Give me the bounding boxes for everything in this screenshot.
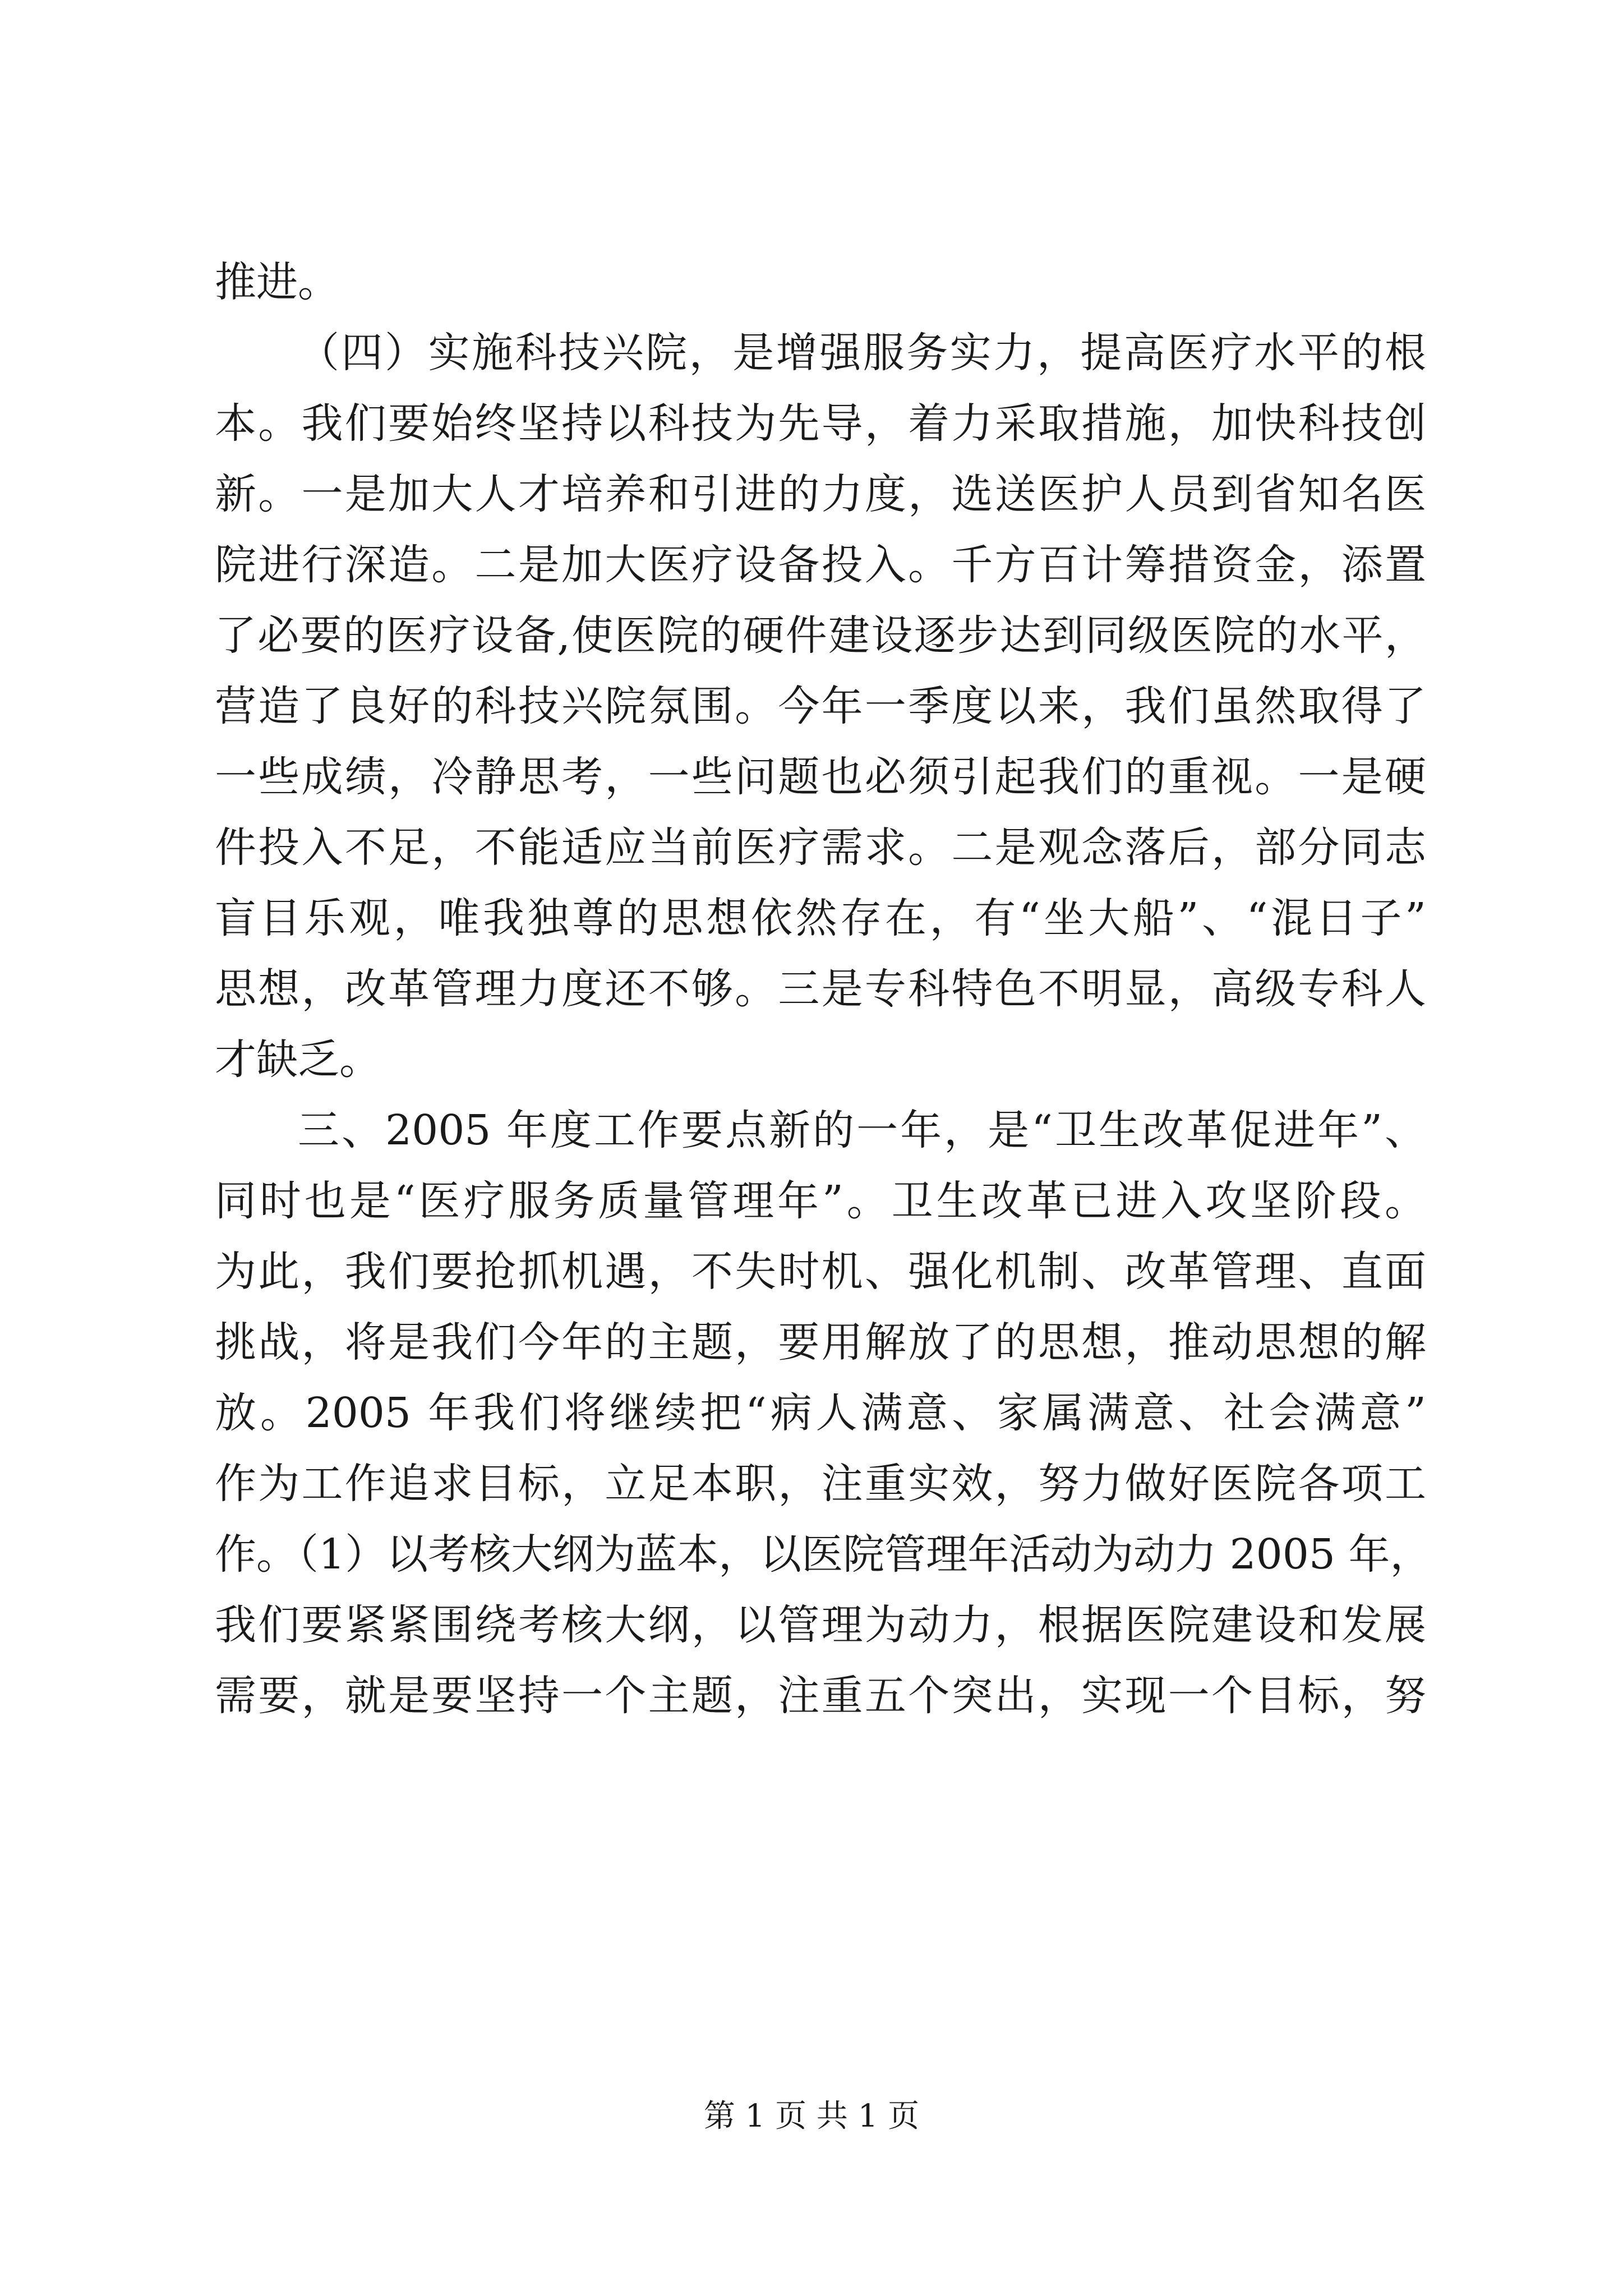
text-line: 挑战，将是我们今年的主题，要用解放了的思想，推动思想的解 <box>215 1318 1426 1366</box>
text-line: 思想，改革管理力度还不够。三是专科特色不明显，高级专科人 <box>215 965 1426 1013</box>
text-line: 了必要的医疗设备,使医院的硬件建设逐步达到同级医院的水平， <box>215 611 1426 660</box>
text-line: 新。一是加大人才培养和引进的力度，选送医护人员到省知名医 <box>215 470 1426 518</box>
text-line: 盲目乐观，唯我独尊的思想依然存在，有“坐大船”、“混日子” <box>215 894 1426 942</box>
text-line: 本。我们要始终坚持以科技为先导，着力采取措施，加快科技创 <box>215 399 1426 448</box>
document-body <box>215 247 1432 1731</box>
text-line: 需要，就是要坚持一个主题，注重五个突出，实现一个目标，努 <box>215 1672 1426 1720</box>
text-line: 三、2005 年度工作要点新的一年，是“卫生改革促进年”、 <box>298 1106 1426 1154</box>
text-line: （四）实施科技兴院，是增强服务实力，提高医疗水平的根 <box>298 329 1426 377</box>
text-line: 作。（1）以考核大纲为蓝本，以医院管理年活动为动力 2005 年， <box>215 1530 1432 1579</box>
text-line: 我们要紧紧围绕考核大纲，以管理为动力，根据医院建设和发展 <box>215 1601 1426 1649</box>
text-line: 作为工作追求目标，立足本职，注重实效，努力做好医院各项工 <box>215 1460 1426 1508</box>
text-line: 才缺乏。 <box>215 1036 381 1084</box>
text-line: 为此，我们要抢抓机遇，不失时机、强化机制、改革管理、直面 <box>215 1248 1426 1296</box>
text-line: 放。2005 年我们将继续把“病人满意、家属满意、社会满意” <box>215 1389 1426 1437</box>
text-line: 营造了良好的科技兴院氛围。今年一季度以来，我们虽然取得了 <box>215 682 1426 730</box>
page-footer: 第 1 页 共 1 页 <box>703 2098 920 2134</box>
text-line: 推进。 <box>215 258 339 306</box>
text-line: 同时也是“医疗服务质量管理年”。卫生改革已进入攻坚阶段。 <box>215 1177 1426 1225</box>
text-line: 院进行深造。二是加大医疗设备投入。千方百计筹措资金，添置 <box>215 541 1426 589</box>
text-line: 件投入不足，不能适应当前医疗需求。二是观念落后，部分同志 <box>215 823 1426 872</box>
text-line: 一些成绩，冷静思考，一些问题也必须引起我们的重视。一是硬 <box>215 753 1426 801</box>
